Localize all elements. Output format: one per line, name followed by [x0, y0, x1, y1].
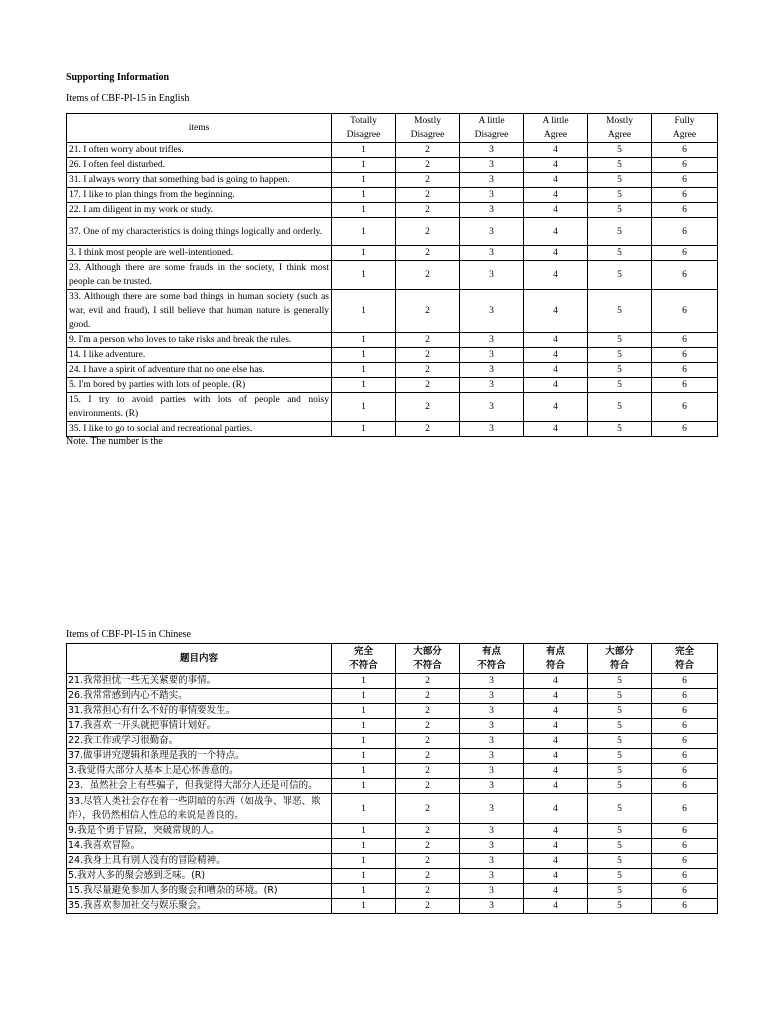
- score-cell: 3: [460, 246, 524, 261]
- item-text: 37.做事讲究逻辑和条理是我的一个特点。: [67, 749, 332, 764]
- score-cell: 1: [332, 749, 396, 764]
- item-text: 14. I like adventure.: [67, 348, 332, 363]
- score-cell: 5: [588, 188, 652, 203]
- score-cell: 5: [588, 363, 652, 378]
- table-row: [67, 348, 718, 363]
- english-items-table: [66, 113, 718, 437]
- score-cell: 6: [652, 393, 718, 422]
- score-cell: 5: [588, 218, 652, 246]
- score-cell: 1: [332, 854, 396, 869]
- score-cell: 3: [460, 749, 524, 764]
- score-cell: 6: [652, 348, 718, 363]
- table-row: [67, 869, 718, 884]
- score-cell: 6: [652, 869, 718, 884]
- table-row: [67, 203, 718, 218]
- score-cell: 5: [588, 203, 652, 218]
- score-cell: 4: [524, 143, 588, 158]
- item-text: 31. I always worry that something bad is going to happen.: [67, 173, 332, 188]
- column-header-5: 大部分 符合: [588, 644, 652, 674]
- score-cell: 4: [524, 290, 588, 333]
- score-cell: 6: [652, 378, 718, 393]
- score-cell: 1: [332, 203, 396, 218]
- table-row: [67, 173, 718, 188]
- score-cell: 4: [524, 246, 588, 261]
- table-row: [67, 824, 718, 839]
- score-cell: 6: [652, 422, 718, 437]
- score-cell: 1: [332, 173, 396, 188]
- score-cell: 1: [332, 246, 396, 261]
- score-cell: 6: [652, 749, 718, 764]
- score-cell: 3: [460, 393, 524, 422]
- column-header-6: Fully Agree: [652, 114, 718, 143]
- table-note: Note. The number is the: [66, 436, 163, 447]
- score-cell: 4: [524, 363, 588, 378]
- score-cell: 6: [652, 734, 718, 749]
- score-cell: 1: [332, 422, 396, 437]
- table-row: [67, 422, 718, 437]
- score-cell: 6: [652, 719, 718, 734]
- score-cell: 1: [332, 899, 396, 914]
- score-cell: 3: [460, 824, 524, 839]
- score-cell: 1: [332, 348, 396, 363]
- score-cell: 2: [396, 158, 460, 173]
- score-cell: 1: [332, 734, 396, 749]
- score-cell: 3: [460, 333, 524, 348]
- score-cell: 3: [460, 143, 524, 158]
- score-cell: 6: [652, 839, 718, 854]
- score-cell: 4: [524, 378, 588, 393]
- score-cell: 6: [652, 363, 718, 378]
- score-cell: 2: [396, 393, 460, 422]
- table-row: [67, 158, 718, 173]
- score-cell: 6: [652, 764, 718, 779]
- score-cell: 6: [652, 333, 718, 348]
- score-cell: 2: [396, 749, 460, 764]
- item-text: 33.尽管人类社会存在着一些阴暗的东西（如战争、罪恶、欺诈），我仍然相信人性总的来说是善良的。: [67, 794, 332, 824]
- table-row: [67, 290, 718, 333]
- item-text: 23．虽然社会上有些骗子，但我觉得大部分人还是可信的。: [67, 779, 332, 794]
- score-cell: 2: [396, 143, 460, 158]
- score-cell: 5: [588, 824, 652, 839]
- score-cell: 4: [524, 333, 588, 348]
- score-cell: 3: [460, 173, 524, 188]
- score-cell: 1: [332, 884, 396, 899]
- score-cell: 4: [524, 689, 588, 704]
- score-cell: 4: [524, 203, 588, 218]
- score-cell: 5: [588, 794, 652, 824]
- score-cell: 3: [460, 363, 524, 378]
- score-cell: 1: [332, 794, 396, 824]
- score-cell: 5: [588, 839, 652, 854]
- table-row: [67, 378, 718, 393]
- score-cell: 2: [396, 779, 460, 794]
- item-text: 9. I'm a person who loves to take risks and break the rules.: [67, 333, 332, 348]
- score-cell: 2: [396, 734, 460, 749]
- item-text: 15. I try to avoid parties with lots of people and noisy environments. (R): [67, 393, 332, 422]
- score-cell: 2: [396, 899, 460, 914]
- item-text: 35. I like to go to social and recreational parties.: [67, 422, 332, 437]
- score-cell: 4: [524, 704, 588, 719]
- score-cell: 4: [524, 173, 588, 188]
- score-cell: 5: [588, 422, 652, 437]
- score-cell: 6: [652, 218, 718, 246]
- table-row: [67, 674, 718, 689]
- score-cell: 1: [332, 188, 396, 203]
- score-cell: 6: [652, 704, 718, 719]
- item-text: 24. I have a spirit of adventure that no one else has.: [67, 363, 332, 378]
- score-cell: 3: [460, 839, 524, 854]
- table-row: [67, 779, 718, 794]
- score-cell: 5: [588, 764, 652, 779]
- item-text: 5.我对人多的聚会感到乏味。(R): [67, 869, 332, 884]
- chinese-table-caption: Items of CBF-PI-15 in Chinese: [66, 629, 191, 640]
- score-cell: 3: [460, 158, 524, 173]
- score-cell: 3: [460, 674, 524, 689]
- column-header-4: 有点 符合: [524, 644, 588, 674]
- column-header-6: 完全 符合: [652, 644, 718, 674]
- score-cell: 3: [460, 884, 524, 899]
- score-cell: 4: [524, 824, 588, 839]
- column-header-5: Mostly Agree: [588, 114, 652, 143]
- score-cell: 5: [588, 734, 652, 749]
- item-text: 37. One of my characteristics is doing things logically and orderly.: [67, 218, 332, 246]
- item-text: 15.我尽量避免参加人多的聚会和嘈杂的环境。(R): [67, 884, 332, 899]
- score-cell: 6: [652, 188, 718, 203]
- score-cell: 1: [332, 261, 396, 290]
- score-cell: 2: [396, 869, 460, 884]
- score-cell: 2: [396, 290, 460, 333]
- table-row: [67, 734, 718, 749]
- score-cell: 4: [524, 218, 588, 246]
- score-cell: 2: [396, 218, 460, 246]
- score-cell: 1: [332, 779, 396, 794]
- score-cell: 1: [332, 704, 396, 719]
- table-row: [67, 884, 718, 899]
- score-cell: 1: [332, 290, 396, 333]
- score-cell: 1: [332, 824, 396, 839]
- score-cell: 2: [396, 333, 460, 348]
- score-cell: 1: [332, 839, 396, 854]
- score-cell: 3: [460, 854, 524, 869]
- table-row: [67, 764, 718, 779]
- table-row: [67, 143, 718, 158]
- item-text: 26. I often feel disturbed.: [67, 158, 332, 173]
- score-cell: 6: [652, 689, 718, 704]
- score-cell: 4: [524, 422, 588, 437]
- score-cell: 3: [460, 261, 524, 290]
- score-cell: 2: [396, 794, 460, 824]
- score-cell: 3: [460, 218, 524, 246]
- score-cell: 5: [588, 704, 652, 719]
- score-cell: 2: [396, 764, 460, 779]
- score-cell: 5: [588, 246, 652, 261]
- column-header-3: A little Disagree: [460, 114, 524, 143]
- score-cell: 3: [460, 794, 524, 824]
- score-cell: 6: [652, 173, 718, 188]
- score-cell: 2: [396, 689, 460, 704]
- item-text: 14.我喜欢冒险。: [67, 839, 332, 854]
- score-cell: 4: [524, 393, 588, 422]
- column-header-3: 有点 不符合: [460, 644, 524, 674]
- score-cell: 4: [524, 854, 588, 869]
- score-cell: 5: [588, 869, 652, 884]
- score-cell: 2: [396, 824, 460, 839]
- score-cell: 4: [524, 839, 588, 854]
- score-cell: 3: [460, 899, 524, 914]
- score-cell: 1: [332, 764, 396, 779]
- score-cell: 6: [652, 794, 718, 824]
- score-cell: 3: [460, 378, 524, 393]
- table-row: [67, 704, 718, 719]
- item-text: 21.我常担忧一些无关紧要的事情。: [67, 674, 332, 689]
- table-row: [67, 218, 718, 246]
- score-cell: 2: [396, 674, 460, 689]
- item-text: 21. I often worry about trifles.: [67, 143, 332, 158]
- item-text: 31.我常担心有什么不好的事情要发生。: [67, 704, 332, 719]
- table-row: [67, 749, 718, 764]
- score-cell: 5: [588, 290, 652, 333]
- score-cell: 2: [396, 422, 460, 437]
- score-cell: 1: [332, 143, 396, 158]
- table-row: [67, 261, 718, 290]
- score-cell: 4: [524, 674, 588, 689]
- score-cell: 4: [524, 719, 588, 734]
- score-cell: 5: [588, 854, 652, 869]
- score-cell: 4: [524, 749, 588, 764]
- score-cell: 3: [460, 869, 524, 884]
- item-text: 17.我喜欢一开头就把事情计划好。: [67, 719, 332, 734]
- score-cell: 3: [460, 764, 524, 779]
- item-text: 22. I am diligent in my work or study.: [67, 203, 332, 218]
- score-cell: 5: [588, 143, 652, 158]
- score-cell: 2: [396, 704, 460, 719]
- table-row: [67, 719, 718, 734]
- item-text: 35.我喜欢参加社交与娱乐聚会。: [67, 899, 332, 914]
- score-cell: 5: [588, 333, 652, 348]
- score-cell: 5: [588, 173, 652, 188]
- item-text: 9.我是个勇于冒险，突破常规的人。: [67, 824, 332, 839]
- score-cell: 1: [332, 719, 396, 734]
- column-header-1: 完全 不符合: [332, 644, 396, 674]
- column-header-items: items: [67, 114, 332, 143]
- item-text: 3. I think most people are well-intentioned.: [67, 246, 332, 261]
- item-text: 26.我常常感到内心不踏实。: [67, 689, 332, 704]
- score-cell: 1: [332, 689, 396, 704]
- item-text: 5. I'm bored by parties with lots of people. (R): [67, 378, 332, 393]
- score-cell: 3: [460, 704, 524, 719]
- table-header-row: [67, 644, 718, 674]
- item-text: 24.我身上具有别人没有的冒险精神。: [67, 854, 332, 869]
- score-cell: 3: [460, 203, 524, 218]
- score-cell: 5: [588, 779, 652, 794]
- table-row: [67, 794, 718, 824]
- score-cell: 2: [396, 203, 460, 218]
- score-cell: 3: [460, 689, 524, 704]
- score-cell: 5: [588, 674, 652, 689]
- score-cell: 5: [588, 884, 652, 899]
- table-row: [67, 854, 718, 869]
- score-cell: 2: [396, 884, 460, 899]
- score-cell: 4: [524, 884, 588, 899]
- score-cell: 2: [396, 839, 460, 854]
- score-cell: 6: [652, 824, 718, 839]
- score-cell: 6: [652, 779, 718, 794]
- score-cell: 4: [524, 188, 588, 203]
- item-text: 22.我工作或学习很勤奋。: [67, 734, 332, 749]
- supporting-info-heading: Supporting Information: [66, 72, 170, 83]
- score-cell: 6: [652, 674, 718, 689]
- score-cell: 1: [332, 378, 396, 393]
- item-text: 3.我觉得大部分人基本上是心怀善意的。: [67, 764, 332, 779]
- table-row: [67, 839, 718, 854]
- score-cell: 2: [396, 246, 460, 261]
- score-cell: 2: [396, 173, 460, 188]
- column-header-1: Totally Disagree: [332, 114, 396, 143]
- score-cell: 5: [588, 378, 652, 393]
- english-table-caption: Items of CBF-PI-15 in English: [66, 93, 190, 104]
- score-cell: 2: [396, 188, 460, 203]
- score-cell: 6: [652, 158, 718, 173]
- score-cell: 3: [460, 734, 524, 749]
- table-row: [67, 689, 718, 704]
- score-cell: 1: [332, 869, 396, 884]
- score-cell: 5: [588, 348, 652, 363]
- score-cell: 6: [652, 246, 718, 261]
- score-cell: 3: [460, 188, 524, 203]
- score-cell: 5: [588, 158, 652, 173]
- score-cell: 4: [524, 794, 588, 824]
- score-cell: 2: [396, 261, 460, 290]
- score-cell: 1: [332, 674, 396, 689]
- score-cell: 1: [332, 363, 396, 378]
- score-cell: 3: [460, 422, 524, 437]
- score-cell: 1: [332, 158, 396, 173]
- item-text: 33. Although there are some bad things in human society (such as war, evil and fraud), I still believe that human nature is generally good.: [67, 290, 332, 333]
- score-cell: 4: [524, 734, 588, 749]
- score-cell: 5: [588, 899, 652, 914]
- score-cell: 6: [652, 899, 718, 914]
- score-cell: 6: [652, 854, 718, 869]
- column-header-items: 题目内容: [67, 644, 332, 674]
- score-cell: 1: [332, 218, 396, 246]
- column-header-4: A little Agree: [524, 114, 588, 143]
- table-row: [67, 333, 718, 348]
- score-cell: 4: [524, 869, 588, 884]
- score-cell: 3: [460, 719, 524, 734]
- score-cell: 3: [460, 779, 524, 794]
- table-row: [67, 899, 718, 914]
- score-cell: 4: [524, 764, 588, 779]
- score-cell: 6: [652, 143, 718, 158]
- score-cell: 4: [524, 779, 588, 794]
- item-text: 17. I like to plan things from the beginning.: [67, 188, 332, 203]
- item-text: 23. Although there are some frauds in the society, I think most people can be trusted.: [67, 261, 332, 290]
- score-cell: 3: [460, 348, 524, 363]
- column-header-2: Mostly Disagree: [396, 114, 460, 143]
- score-cell: 5: [588, 261, 652, 290]
- score-cell: 5: [588, 719, 652, 734]
- score-cell: 6: [652, 290, 718, 333]
- score-cell: 2: [396, 378, 460, 393]
- score-cell: 1: [332, 393, 396, 422]
- score-cell: 1: [332, 333, 396, 348]
- score-cell: 5: [588, 393, 652, 422]
- score-cell: 6: [652, 261, 718, 290]
- score-cell: 4: [524, 348, 588, 363]
- score-cell: 5: [588, 689, 652, 704]
- score-cell: 5: [588, 749, 652, 764]
- table-row: [67, 393, 718, 422]
- score-cell: 2: [396, 363, 460, 378]
- table-row: [67, 363, 718, 378]
- score-cell: 3: [460, 290, 524, 333]
- score-cell: 4: [524, 261, 588, 290]
- chinese-items-table: [66, 643, 718, 914]
- table-row: [67, 246, 718, 261]
- score-cell: 4: [524, 899, 588, 914]
- score-cell: 2: [396, 348, 460, 363]
- table-row: [67, 188, 718, 203]
- score-cell: 2: [396, 719, 460, 734]
- column-header-2: 大部分 不符合: [396, 644, 460, 674]
- score-cell: 6: [652, 884, 718, 899]
- table-header-row: [67, 114, 718, 143]
- score-cell: 2: [396, 854, 460, 869]
- score-cell: 4: [524, 158, 588, 173]
- score-cell: 6: [652, 203, 718, 218]
